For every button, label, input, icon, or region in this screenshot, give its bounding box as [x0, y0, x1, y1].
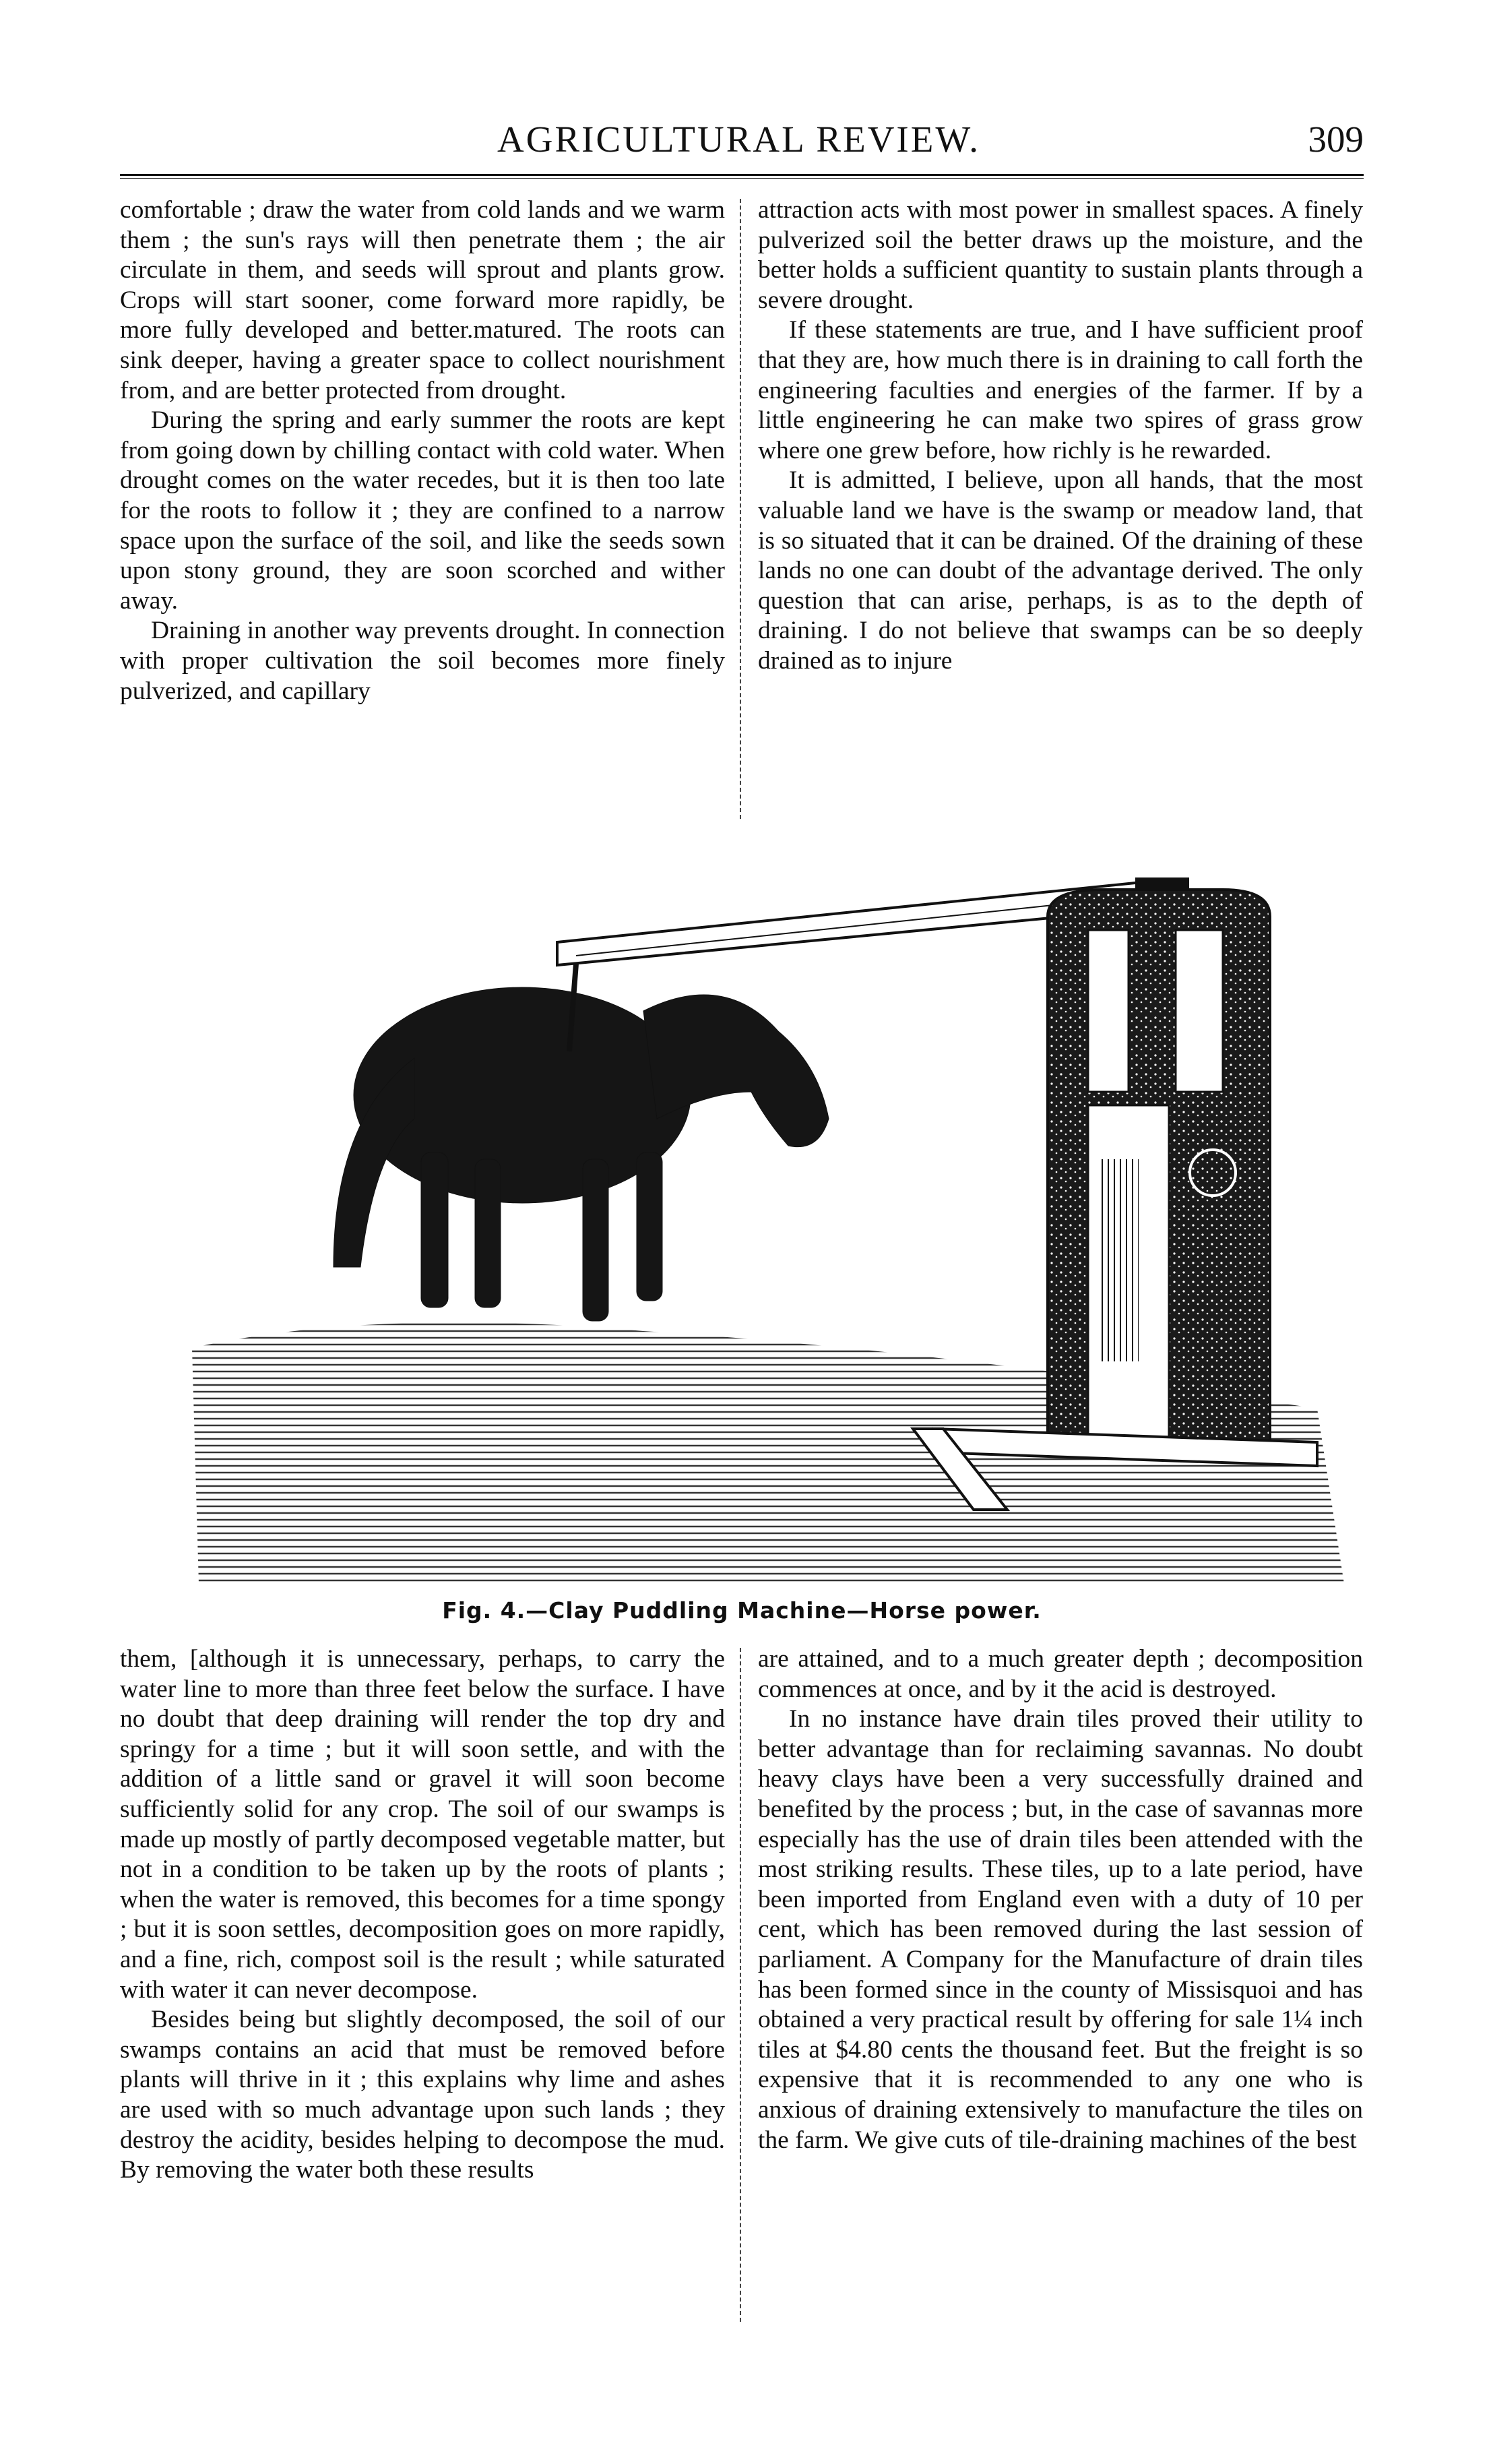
- paragraph: If these statements are true, and I have sufficient proof that they are, how much there is in draining to call forth the engineering faculties and energies of the farmer. If by a little engineering he can make two spires of grass grow where one grew before, how richly is he rewarded.: [758, 316, 1363, 464]
- column-divider: [740, 199, 741, 819]
- column-left-bottom: [120, 1644, 725, 2329]
- paragraph: are attained, and to a much greater depth ; decomposition commences at once, and by it the acid is destroyed.: [758, 1645, 1363, 1703]
- page-header: [120, 118, 1364, 172]
- paragraph: During the spring and early summer the roots are kept from going down by chilling contact with cold water. When drought comes on the water recedes, but it is then too late for the roots to follow it ; they are confined to a narrow space upon the surface of the soil, and like the seeds sown upon stony ground, they are soon scorched and wither away.: [120, 406, 725, 615]
- column-right-top: [758, 195, 1363, 826]
- clay-puddling-machine-illustration: [172, 836, 1364, 1584]
- figure-caption: Fig. 4.—Clay Puddling Machine—Horse power.: [442, 1597, 1042, 1624]
- column-right-bottom: [758, 1644, 1363, 2329]
- column-divider: [740, 1648, 741, 2322]
- paragraph: In no instance have drain tiles proved their utility to better advantage than for reclaiming savannas. No doubt heavy clays have been a very successfully drained and benefited by the process ; but, in the case of savannas more especially has the use of drain tiles been attended with the most striking results. These tiles, up to a late period, have been imported from England even with a duty of 10 per cent, which has been removed during the last session of parliament. A Company for the Manufacture of drain tiles has been formed since in the county of Missisquoi and has obtained a very practical result by offering for sale 1¼ inch tiles at $4.80 cents the thousand feet. But the freight is so expensive that it is recommended to any one who is anxious of draining extensively to manufacture the tiles on the farm. We give cuts of tile-draining machines of the best: [758, 1705, 1363, 2154]
- paragraph: It is admitted, I believe, upon all hands, that the most valuable land we have is the swamp or meadow land, that is so situated that it can be drained. Of the draining of these lands no one can doubt of the advantage derived. The only question that can arise, perhaps, is as to the depth of draining. I do not believe that swamps can be so deeply drained as to injure: [758, 466, 1363, 675]
- paragraph: them, [although it is unnecessary, perhaps, to carry the water line to more than three feet below the surface. I have no doubt that deep draining will render the top dry and springy for a time ; but it will soon settle, and with the addition of a little sand or gravel it will soon become sufficiently solid for any crop. The soil of our swamps is made up mostly of partly decomposed vegetable matter, but not in a condition to be taken up by the roots of plants ; when the water is removed, this becomes for a time spongy ; but it is soon settles, decomposition goes on more rapidly, and a fine, rich, compost soil is the result ; while saturated with water it can never decompose.: [120, 1645, 725, 2004]
- paragraph: comfortable ; draw the water from cold lands and we warm them ; the sun's rays will then penetrate them ; the air circulate in them, and seeds will sprout and plants grow. Crops will start sooner, come forward more rapidly, be more fully developed and better.matured. The roots can sink deeper, having a greater space to collect nourishment from, and are better protected from drought.: [120, 196, 725, 404]
- paragraph: attraction acts with most power in smallest spaces. A finely pulverized soil the better draws up the moisture, and the better holds a sufficient quantity to sustain plants through a severe drought.: [758, 196, 1363, 314]
- column-left-top: [120, 195, 725, 826]
- puddling-machine-housing: [1048, 890, 1270, 1442]
- header-rule: [120, 174, 1364, 179]
- running-title: AGRICULTURAL REVIEW.: [497, 119, 980, 160]
- horse: [333, 964, 829, 1321]
- paragraph: Besides being but slightly decomposed, the soil of our swamps contains an acid that must be removed before plants will thrive in it ; this explains why lime and ashes are used with so much advantage upon such lands ; they destroy the acidity, besides helping to decompose the mud. By removing the water both these results: [120, 2006, 725, 2184]
- paragraph: Draining in another way prevents drought. In connection with proper cultivation the soil becomes more finely pulverized, and capillary: [120, 617, 725, 705]
- page-number: 309: [1308, 119, 1364, 160]
